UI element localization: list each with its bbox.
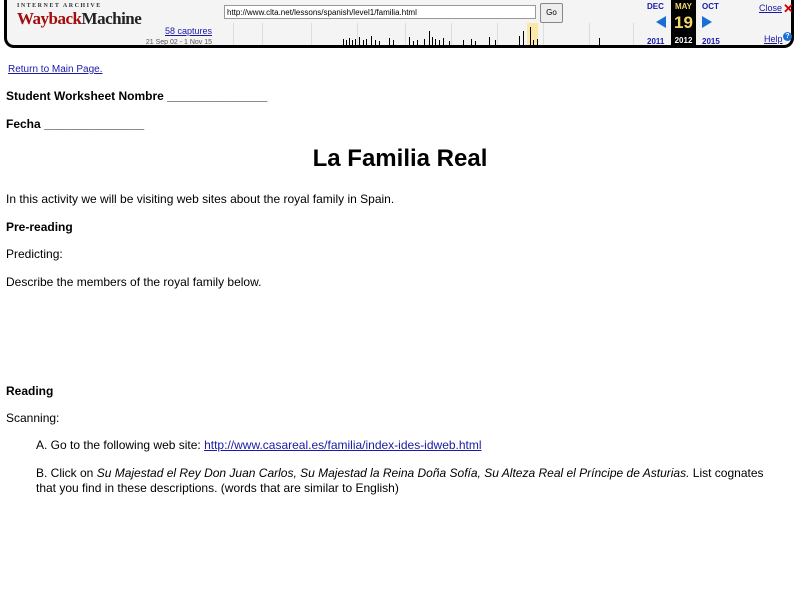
prev-month-link[interactable]: DEC	[647, 2, 664, 11]
sparkline-capture-tick	[523, 31, 524, 45]
reading-heading: Reading	[6, 384, 54, 398]
sparkline-year-divider	[589, 23, 590, 45]
logo-brand-b: Machine	[81, 9, 142, 28]
current-month: MAY	[674, 2, 693, 11]
captures-range: 21 Sep 02 - 1 Nov 15	[145, 39, 212, 46]
sparkline-capture-tick	[343, 39, 344, 45]
current-year: 2012	[674, 36, 693, 45]
sparkline-capture-tick	[471, 39, 472, 45]
captures-link[interactable]: 58 captures	[164, 26, 212, 36]
sparkline-capture-tick	[489, 37, 490, 45]
sparkline-capture-tick	[359, 37, 360, 45]
logo-brand	[17, 9, 142, 28]
sparkline-capture-tick	[429, 31, 430, 45]
wayback-logo[interactable]	[17, 3, 142, 41]
sparkline-capture-tick	[533, 40, 534, 45]
sparkline-year-divider	[233, 23, 234, 45]
sparkline-capture-tick	[475, 41, 476, 45]
describe-text: Describe the members of the royal family below.	[6, 275, 262, 289]
wayback-toolbar	[4, 0, 794, 48]
sparkline-capture-tick	[417, 40, 418, 45]
logo-brand-a: Wayback	[17, 9, 82, 28]
sparkline-capture-tick	[375, 40, 376, 45]
sparkline-capture-tick	[371, 36, 372, 45]
sparkline-capture-tick	[346, 40, 347, 45]
step-b-suffix: List cognates that you find in these descriptions. (words that are similar to English)	[36, 466, 764, 495]
sparkline-year-divider	[357, 23, 358, 45]
next-arrow-icon[interactable]	[702, 16, 712, 28]
casareal-link[interactable]: http://www.casareal.es/familia/index-ides-idweb.html	[204, 438, 482, 452]
step-b-prefix: B. Click on	[36, 466, 97, 480]
close-link[interactable]: Close	[759, 3, 783, 13]
sparkline-capture-tick	[409, 37, 410, 45]
sparkline-capture-tick	[393, 40, 394, 45]
return-main-link[interactable]: Return to Main Page.	[8, 64, 103, 75]
sparkline-capture-tick	[439, 40, 440, 45]
page-title: La Familia Real	[312, 145, 488, 172]
intro-text: In this activity we will be visiting web sites about the royal family in Spain.	[6, 192, 395, 206]
sparkline-capture-tick	[413, 41, 414, 45]
sparkline-capture-tick	[366, 39, 367, 45]
sparkline-year-divider	[262, 23, 263, 45]
current-day: 19	[674, 13, 693, 32]
current-date-block	[671, 0, 696, 46]
sparkline-capture-tick	[435, 39, 436, 45]
sparkline-capture-tick	[363, 40, 364, 45]
sparkline-year-divider	[543, 23, 544, 45]
sparkline-capture-tick	[379, 41, 380, 45]
go-button[interactable]: Go	[540, 3, 563, 23]
sparkline-capture-tick	[443, 38, 444, 45]
prereading-heading: Pre-reading	[6, 220, 73, 234]
sparkline-year-divider	[311, 23, 312, 45]
step-b-royals: Su Majestad el Rey Don Juan Carlos, Su Majestad la Reina Doña Sofía, Su Alteza Real el Príncipe de Asturias.	[96, 466, 690, 480]
sparkline-year-divider	[451, 23, 452, 45]
sparkline-capture-tick	[349, 38, 350, 45]
next-month-link[interactable]: OCT	[702, 2, 719, 11]
sparkline-capture-tick	[355, 39, 356, 45]
help-link[interactable]: Help	[764, 34, 783, 44]
close-icon[interactable]: ✕	[783, 1, 794, 16]
sparkline-capture-tick	[537, 39, 538, 45]
predicting-label: Predicting:	[6, 247, 63, 261]
sparkline-capture-tick	[432, 37, 433, 45]
sparkline-year-divider	[633, 23, 634, 45]
nombre-line: Student Worksheet Nombre _______________	[6, 89, 268, 103]
sparkline-capture-tick	[424, 39, 425, 45]
sparkline-year-divider	[405, 23, 406, 45]
scanning-label: Scanning:	[6, 411, 60, 425]
help-icon[interactable]: ?	[783, 32, 792, 41]
fecha-line: Fecha _______________	[6, 117, 145, 131]
sparkline-capture-tick	[530, 27, 531, 45]
sparkline-capture-tick	[389, 38, 390, 45]
sparkline-capture-tick	[352, 40, 353, 45]
prev-year-link[interactable]: 2011	[647, 37, 665, 46]
sparkline-capture-tick	[519, 36, 520, 45]
captures-info	[142, 26, 212, 46]
sparkline-capture-tick	[463, 40, 464, 45]
sparkline-capture-tick	[599, 38, 600, 45]
next-year-link[interactable]: 2015	[702, 37, 720, 46]
url-input[interactable]: http://www.clta.net/lessons/spanish/level1/familia.html	[224, 5, 536, 19]
step-a-text: A. Go to the following web site:	[36, 438, 205, 452]
logo-top-text: INTERNET ARCHIVE	[17, 3, 102, 9]
step-a	[36, 438, 482, 452]
sparkline-year-divider	[497, 23, 498, 45]
prev-arrow-icon[interactable]	[656, 16, 666, 28]
sparkline-capture-tick	[449, 41, 450, 45]
sparkline-capture-tick	[495, 40, 496, 45]
step-b	[36, 466, 776, 496]
capture-sparkline[interactable]	[219, 23, 641, 45]
calendar-nav	[644, 0, 729, 48]
